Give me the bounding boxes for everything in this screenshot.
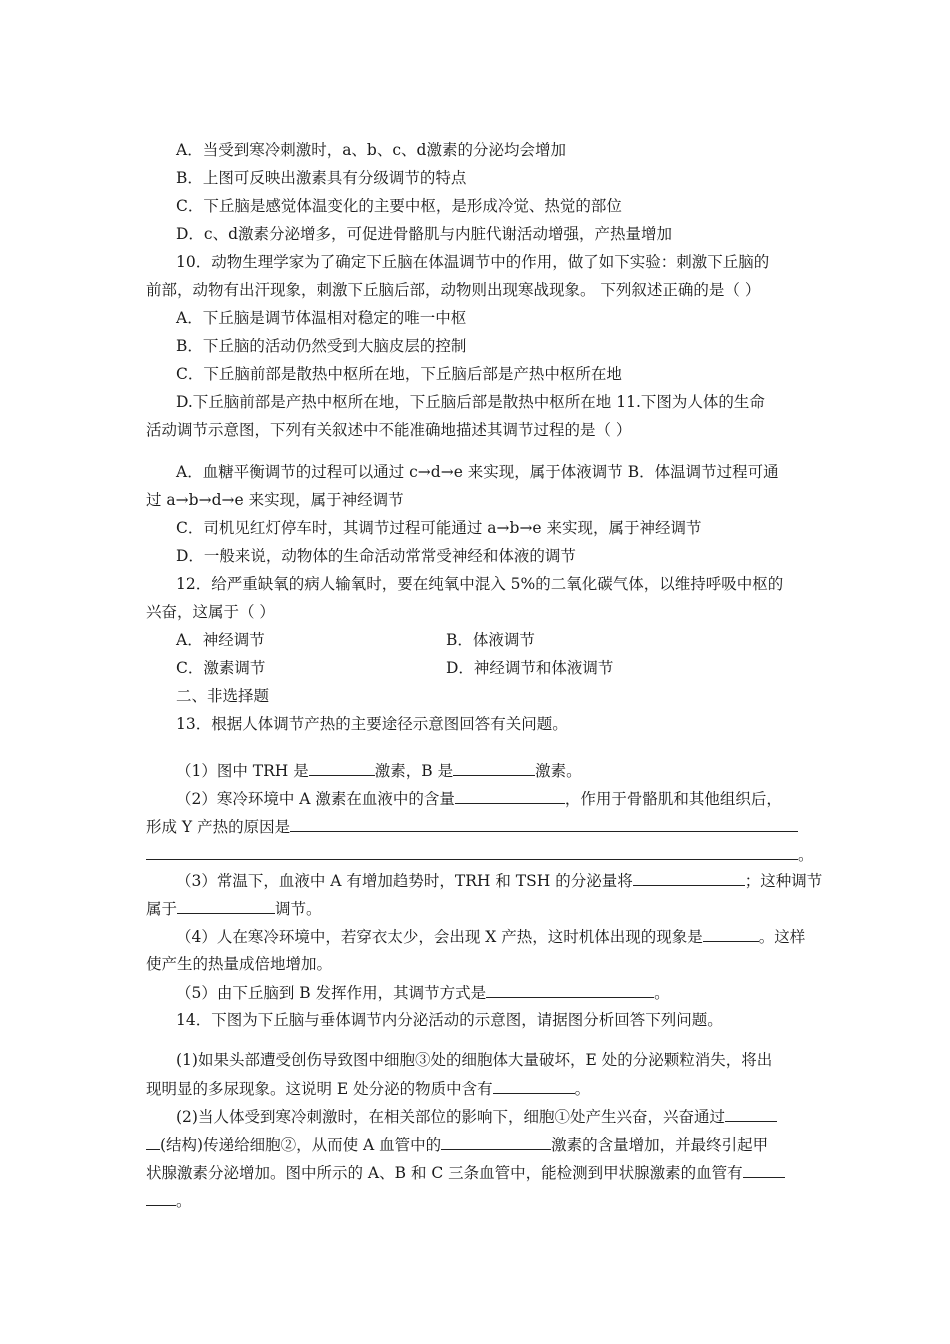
q12-option-b: B．体液调节 xyxy=(446,631,535,649)
q11-stem: 活动调节示意图，下列有关叙述中不能准确地描述其调节过程的是（ ） xyxy=(146,421,632,439)
q14-stem: 14．下图为下丘脑与垂体调节内分泌活动的示意图，请据图分析回答下列问题。 xyxy=(176,1011,723,1029)
q12-option-c: C．激素调节 xyxy=(176,659,266,677)
q14-part2-line4 xyxy=(146,1190,192,1211)
q9-option-d: D．c、d激素分泌增多，可促进骨骼肌与内脏代谢活动增强，产热量增加 xyxy=(176,225,673,243)
answer-blank[interactable] xyxy=(703,926,759,942)
q13-part2-line1 xyxy=(176,788,782,809)
q13-stem: 13．根据人体调节产热的主要途径示意图回答有关问题。 xyxy=(176,715,568,733)
q12-stem-line2: 兴奋，这属于（ ） xyxy=(146,603,275,621)
q13-part2-end: 。 xyxy=(798,846,814,864)
q9-option-a: A．当受到寒冷刺激时，a、b、c、d激素的分泌均会增加 xyxy=(176,141,566,159)
q14-part2-text-c: 激素的含量增加，并最终引起甲 xyxy=(551,1136,769,1154)
q11-option-a-b-line1: A．血糖平衡调节的过程可以通过 c→d→e 来实现，属于体液调节 B．体温调节过程可通 xyxy=(176,463,779,481)
answer-blank[interactable] xyxy=(453,760,535,776)
q10-stem-line1: 10．动物生理学家为了确定下丘脑在体温调节中的作用，做了如下实验：刺激下丘脑的 xyxy=(176,253,770,271)
q14-part1-line1: (1)如果头部遭受创伤导致图中细胞③处的细胞体大量破坏，E 处的分泌颗粒消失，将出 xyxy=(176,1051,773,1069)
q13-part3-line1 xyxy=(176,870,822,891)
q11-option-c: C．司机见红灯停车时，其调节过程可能通过 a→b→e 来实现，属于神经调节 xyxy=(176,519,702,537)
q13-part4-line1 xyxy=(176,926,805,947)
answer-blank[interactable] xyxy=(177,898,275,914)
q14-part1-line2 xyxy=(146,1078,590,1099)
q13-part3-text-b: ；这种调节 xyxy=(744,872,823,890)
q13-part3-text-c: 属于 xyxy=(146,900,178,918)
q10-option-b: B．下丘脑的活动仍然受到大脑皮层的控制 xyxy=(176,337,467,355)
q14-part2-line1 xyxy=(176,1106,777,1127)
q14-part1-end: 。 xyxy=(574,1080,591,1098)
answer-blank[interactable] xyxy=(725,1106,777,1122)
q14-part2-text-a: (2)当人体受到寒冷刺激时，在相关部位的影响下，细胞①处产生兴奋，兴奋通过 xyxy=(176,1108,725,1126)
section-heading: 二、非选择题 xyxy=(176,687,270,705)
q13-part2-text-b: ，作用于骨骼肌和其他组织后， xyxy=(564,790,782,808)
q14-part2-line3 xyxy=(146,1162,785,1183)
q13-part4-text-b: 。这样 xyxy=(758,928,806,946)
answer-blank[interactable] xyxy=(146,1134,160,1150)
q10-stem-line2: 前部，动物有出汗现象，刺激下丘脑后部，动物则出现寒战现象。 下列叙述正确的是（ ） xyxy=(146,281,761,299)
q13-part5 xyxy=(176,982,670,1003)
q13-part1 xyxy=(176,760,582,781)
answer-blank[interactable] xyxy=(486,982,654,998)
q10-option-c: C．下丘脑前部是散热中枢所在地，下丘脑后部是产热中枢所在地 xyxy=(176,365,622,383)
answer-blank[interactable] xyxy=(633,870,745,886)
answer-blank[interactable] xyxy=(290,816,798,832)
q13-part1-text-c: 激素。 xyxy=(535,762,582,780)
q12-option-a: A．神经调节 xyxy=(176,631,265,649)
q14-part2-line2 xyxy=(146,1134,768,1155)
q11-option-b-line2: 过 a→b→d→e 来实现，属于神经调节 xyxy=(146,491,404,509)
answer-blank[interactable] xyxy=(441,1134,551,1150)
q9-option-c: C．下丘脑是感觉体温变化的主要中枢，是形成冷觉、热觉的部位 xyxy=(176,197,622,215)
q13-part5-text-a: （5）由下丘脑到 B 发挥作用，其调节方式是 xyxy=(176,984,487,1002)
q14-part2-text-b: (结构)传递给细胞②，从而使 A 血管中的 xyxy=(160,1136,442,1154)
q13-part3-line2 xyxy=(146,898,322,919)
q14-part2-end: 。 xyxy=(176,1192,192,1210)
q13-part3-text-a: （3）常温下，血液中 A 有增加趋势时，TRH 和 TSH 的分泌量将 xyxy=(176,872,633,890)
q14-part2-text-d: 状腺激素分泌增加。图中所示的 A、B 和 C 三条血管中，能检测到甲状腺激素的血管有 xyxy=(146,1164,743,1182)
answer-blank[interactable] xyxy=(455,788,565,804)
answer-blank[interactable] xyxy=(743,1162,785,1178)
q13-part2-line3 xyxy=(146,844,814,865)
q13-part2-text-c: 形成 Y 产热的原因是 xyxy=(146,818,291,836)
q13-part1-text-b: 激素，B 是 xyxy=(374,762,454,780)
answer-blank[interactable] xyxy=(146,1190,176,1206)
q13-part4-text-a: （4）人在寒冷环境中，若穿衣太少，会出现 X 产热，这时机体出现的现象是 xyxy=(176,928,703,946)
answer-blank[interactable] xyxy=(309,760,375,776)
q10-option-d: D.下丘脑前部是产热中枢所在地，下丘脑后部是散热中枢所在地 11.下图为人体的生命 xyxy=(176,393,765,411)
q12-stem-line1: 12．给严重缺氧的病人输氧时，要在纯氧中混入 5%的二氧化碳气体，以维持呼吸中枢的 xyxy=(176,575,784,593)
q14-part1-text: 现明显的多尿现象。这说明 E 处分泌的物质中含有 xyxy=(146,1080,493,1098)
q9-option-b: B．上图可反映出激素具有分级调节的特点 xyxy=(176,169,467,187)
answer-blank[interactable] xyxy=(493,1078,575,1094)
q13-part4-line2: 使产生的热量成倍地增加。 xyxy=(146,955,333,973)
answer-blank[interactable] xyxy=(146,844,798,860)
q13-part1-text-a: （1）图中 TRH 是 xyxy=(176,762,309,780)
q12-option-d: D．神经调节和体液调节 xyxy=(446,659,614,677)
q10-option-a: A．下丘脑是调节体温相对稳定的唯一中枢 xyxy=(176,309,467,327)
q13-part5-end: 。 xyxy=(654,984,670,1002)
q13-part3-text-d: 调节。 xyxy=(275,900,322,918)
q13-part2-line2 xyxy=(146,816,798,837)
q13-part2-text-a: （2）寒冷环境中 A 激素在血液中的含量 xyxy=(176,790,455,808)
q11-option-d: D．一般来说，动物体的生命活动常常受神经和体液的调节 xyxy=(176,547,576,565)
